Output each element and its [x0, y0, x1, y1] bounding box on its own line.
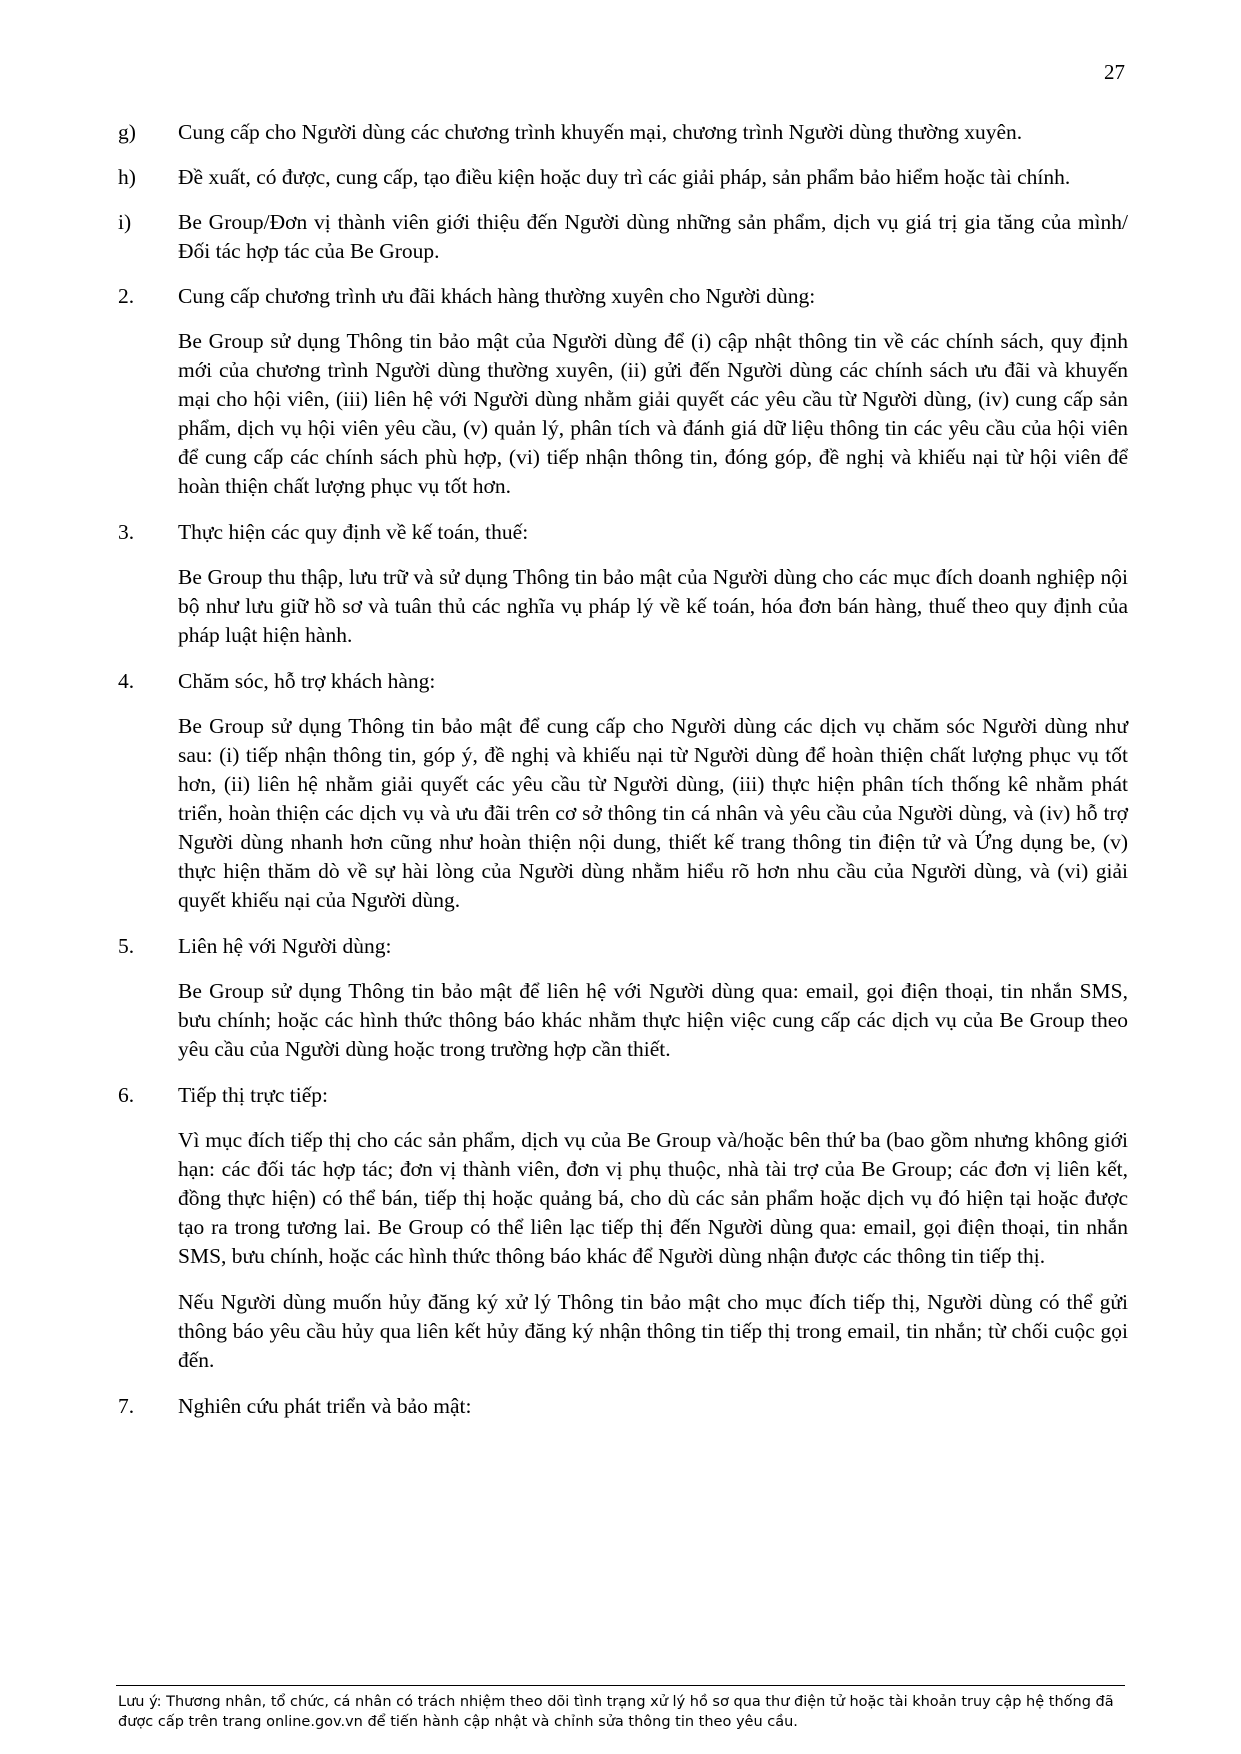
section-paragraph: Vì mục đích tiếp thị cho các sản phẩm, dịch vụ của Be Group và/hoặc bên thứ ba (bao gồm nhưng không giới hạn: các đối tác hợp tác; đơn vị thành viên, đơn vị phụ thuộc, nhà tài trợ của Be Group; các đơn vị liên kết, đồng thực hiện) có thể bán, tiếp thị hoặc quảng bá, cho dù các sản phẩm hoặc dịch vụ đó hiện tại hoặc được tạo ra trong tương lai. Be Group có thể liên lạc tiếp thị đến Người dùng qua: email, gọi điện thoại, tin nhắn SMS, bưu chính, hoặc các hình thức thông báo khác để Người dùng nhận được các thông tin tiếp thị. — [178, 1128, 1128, 1268]
list-marker: g) — [118, 120, 136, 144]
footer-divider — [116, 1685, 1125, 1686]
list-marker: i) — [118, 210, 132, 234]
section-number: 7. — [118, 1394, 135, 1418]
page-number: 27 — [1104, 60, 1125, 84]
list-marker: h) — [118, 165, 136, 189]
list-item — [118, 208, 1128, 266]
section-number: 6. — [118, 1083, 135, 1107]
section-paragraph: Nếu Người dùng muốn hủy đăng ký xử lý Thông tin bảo mật cho mục đích tiếp thị, Người dùng có thể gửi thông báo yêu cầu hủy qua liên kết hủy đăng ký nhận thông tin tiếp thị trong email, tin nhắn; từ chối cuộc gọi đến. — [178, 1290, 1128, 1372]
section-paragraph: Be Group sử dụng Thông tin bảo mật của Người dùng để (i) cập nhật thông tin về các chính sách, quy định mới của chương trình Người dùng thường xuyên, (ii) gửi đến Người dùng các chính sách ưu đãi và khuyến mại cho hội viên, (iii) liên hệ với Người dùng nhằm giải quyết các yêu cầu từ Người dùng, (iv) cung cấp sản phẩm, dịch vụ hội viên yêu cầu, (v) quản lý, phân tích và đánh giá dữ liệu thông tin các yêu cầu của hội viên để cung cấp các chính sách phù hợp, (vi) tiếp nhận thông tin, đóng góp, đề nghị và khiếu nại từ hội viên để hoàn thiện chất lượng phục vụ tốt hơn. — [178, 329, 1128, 498]
section-title: Cung cấp chương trình ưu đãi khách hàng thường xuyên cho Người dùng: — [178, 284, 816, 308]
section-title: Liên hệ với Người dùng: — [178, 934, 392, 958]
list-item-text: Cung cấp cho Người dùng các chương trình khuyến mại, chương trình Người dùng thường xuyên. — [178, 120, 1023, 144]
section-heading — [118, 282, 1128, 311]
section-title: Thực hiện các quy định về kế toán, thuế: — [178, 520, 529, 544]
section-number: 3. — [118, 520, 135, 544]
section-title: Tiếp thị trực tiếp: — [178, 1083, 329, 1107]
document-body — [118, 118, 1128, 1437]
section-paragraph: Be Group sử dụng Thông tin bảo mật để liên hệ với Người dùng qua: email, gọi điện thoại, tin nhắn SMS, bưu chính; hoặc các hình thức thông báo khác nhằm thực hiện việc cung cấp các dịch vụ của Be Group theo yêu cầu của Người dùng hoặc trong trường hợp cần thiết. — [178, 979, 1128, 1061]
section-heading — [118, 1081, 1128, 1110]
section-paragraph: Be Group thu thập, lưu trữ và sử dụng Thông tin bảo mật của Người dùng cho các mục đích doanh nghiệp nội bộ như lưu giữ hồ sơ và tuân thủ các nghĩa vụ pháp lý về kế toán, hóa đơn bán hàng, thuế theo quy định của pháp luật hiện hành. — [178, 565, 1128, 647]
list-item-text: Be Group/Đơn vị thành viên giới thiệu đến Người dùng những sản phẩm, dịch vụ giá trị gia tăng của mình/Đối tác hợp tác của Be Group. — [178, 210, 1128, 263]
section-number: 5. — [118, 934, 135, 958]
section-title: Chăm sóc, hỗ trợ khách hàng: — [178, 669, 436, 693]
section-number: 4. — [118, 669, 135, 693]
section-heading — [118, 932, 1128, 961]
section-title: Nghiên cứu phát triển và bảo mật: — [178, 1394, 472, 1418]
list-item-text: Đề xuất, có được, cung cấp, tạo điều kiện hoặc duy trì các giải pháp, sản phẩm bảo hiểm hoặc tài chính. — [178, 165, 1071, 189]
footer-note: Lưu ý: Thương nhân, tổ chức, cá nhân có trách nhiệm theo dõi tình trạng xử lý hồ sơ qua thư điện tử hoặc tài khoản truy cập hệ thống đã được cấp trên trang online.gov.vn để tiến hành cập nhật và chỉnh sửa thông tin theo yêu cầu. — [118, 1694, 1114, 1730]
section-paragraph: Be Group sử dụng Thông tin bảo mật để cung cấp cho Người dùng các dịch vụ chăm sóc Người dùng như sau: (i) tiếp nhận thông tin, góp ý, đề nghị và khiếu nại từ Người dùng để hoàn thiện chất lượng phục vụ tốt hơn, (ii) liên hệ nhằm giải quyết các yêu cầu từ Người dùng, (iii) thực hiện phân tích thống kê nhằm phát triển, hoàn thiện các dịch vụ và ưu đãi trên cơ sở thông tin cá nhân và yêu cầu của Người dùng, và (iv) hỗ trợ Người dùng nhanh hơn cũng như hoàn thiện nội dung, thiết kế trang thông tin điện tử và Ứng dụng be, (v) thực hiện thăm dò về sự hài lòng của Người dùng nhằm hiểu rõ hơn nhu cầu của Người dùng, và (vi) giải quyết khiếu nại của Người dùng. — [178, 714, 1128, 912]
list-item — [118, 163, 1128, 192]
section-heading — [118, 667, 1128, 696]
list-item — [118, 118, 1128, 147]
section-number: 2. — [118, 284, 135, 308]
section-heading — [118, 518, 1128, 547]
section-heading — [118, 1392, 1128, 1421]
